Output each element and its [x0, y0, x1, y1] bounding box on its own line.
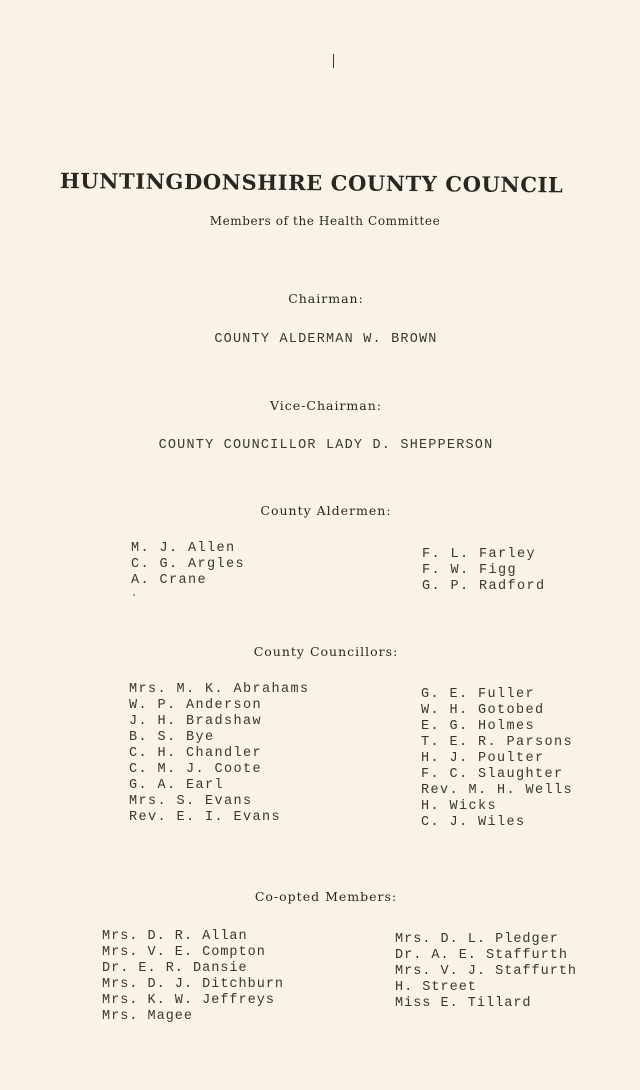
list-item: G. E. Fuller — [421, 687, 536, 702]
list-item: Mrs. D. L. Pledger — [395, 932, 559, 947]
aldermen-left-list — [131, 541, 245, 589]
councillors-heading: County Councillors: — [253, 644, 399, 659]
list-item: A. Crane — [131, 573, 208, 588]
list-item: Dr. A. E. Staffurth — [395, 948, 568, 963]
list-item: Mrs. K. W. Jeffreys — [102, 993, 275, 1008]
page-title: HUNTINGDONSHIRE COUNTY COUNCIL — [59, 168, 564, 198]
list-item: F. C. Slaughter — [421, 767, 564, 782]
coopted-heading: Co-opted Members: — [254, 889, 398, 904]
list-item: Mrs. V. E. Compton — [102, 945, 266, 960]
list-item: Mrs. Magee — [102, 1009, 194, 1024]
list-item: G. P. Radford — [422, 579, 546, 594]
list-item: Mrs. D. R. Allan — [102, 929, 248, 944]
vice-chairman-name: COUNTY COUNCILLOR LADY D. SHEPPERSON — [158, 438, 494, 453]
coopted-left-list — [102, 929, 284, 1025]
councillors-left-list — [129, 682, 310, 826]
list-item: H. Wicks — [421, 799, 498, 814]
list-item: Rev. M. H. Wells — [421, 783, 574, 798]
list-item: H. J. Poulter — [421, 751, 545, 766]
list-item: J. H. Bradshaw — [129, 714, 263, 729]
list-item: Rev. E. I. Evans — [129, 810, 282, 825]
aldermen-right-list — [422, 547, 546, 595]
list-item: C. G. Argles — [131, 557, 246, 572]
chairman-heading: Chairman: — [288, 291, 364, 306]
list-item: C. J. Wiles — [421, 815, 526, 830]
list-item: B. S. Bye — [129, 730, 215, 745]
list-item: C. H. Chandler — [129, 746, 263, 761]
list-item: F. L. Farley — [422, 547, 537, 562]
list-item: W. P. Anderson — [129, 698, 263, 713]
list-item: Mrs. M. K. Abrahams — [129, 682, 310, 697]
list-item: M. J. Allen — [131, 541, 236, 556]
stray-mark — [133, 594, 135, 596]
list-item: Dr. E. R. Dansie — [102, 961, 248, 976]
list-item: T. E. R. Parsons — [421, 735, 574, 750]
list-item: Mrs. D. J. Ditchburn — [102, 977, 285, 992]
vice-chairman-heading: Vice-Chairman: — [269, 398, 383, 413]
chairman-name: COUNTY ALDERMAN W. BROWN — [214, 332, 438, 347]
list-item: C. M. J. Coote — [129, 762, 263, 777]
list-item: Mrs. S. Evans — [129, 794, 253, 809]
coopted-right-list — [395, 932, 577, 1012]
councillors-right-list — [421, 687, 573, 831]
list-item: H. Street — [395, 980, 477, 995]
list-item: W. H. Gotobed — [421, 703, 545, 718]
list-item: Miss E. Tillard — [395, 996, 532, 1011]
list-item: E. G. Holmes — [421, 719, 536, 734]
list-item: G. A. Earl — [129, 778, 225, 793]
page-subtitle: Members of the Health Committee — [209, 214, 441, 228]
list-item: F. W. Figg — [422, 563, 518, 578]
page-mark — [333, 54, 334, 68]
list-item: Mrs. V. J. Staffurth — [395, 964, 578, 979]
aldermen-heading: County Aldermen: — [260, 503, 392, 518]
